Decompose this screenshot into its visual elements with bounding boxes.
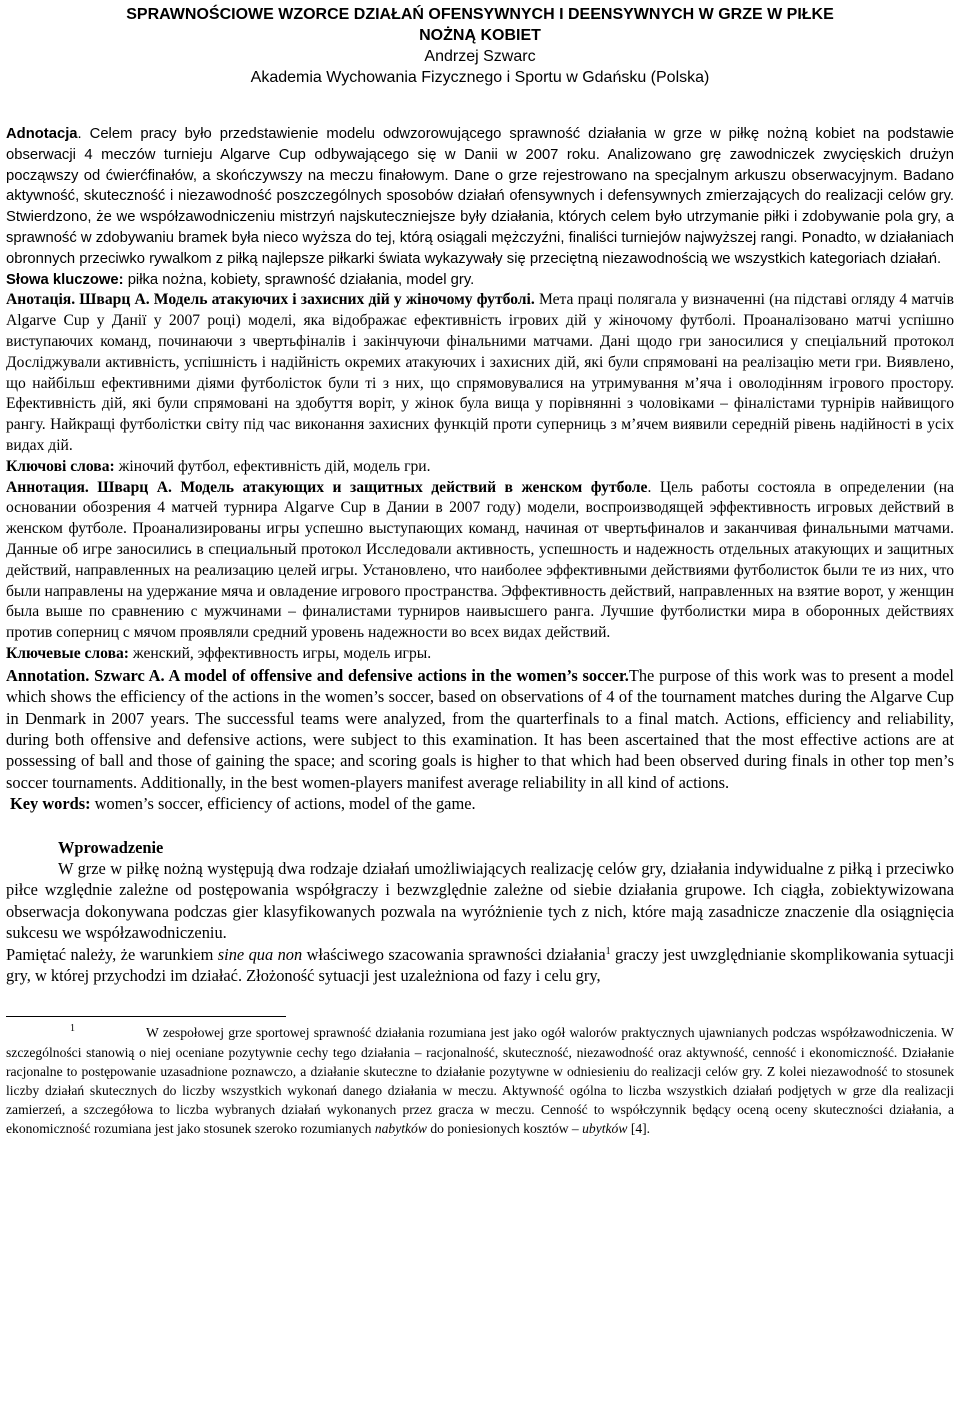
abstract-english-label: Annotation. Szwarc A. A model of offensive and defensive actions in the women’s soccer.: [6, 665, 629, 685]
abstract-russian-text: . Цель работы состояла в определении (на основании обозрения 4 матчей турнира Algarve Cup в Дании в 2007 году) модели, воспроизводящей эффективность игровых действий в женском футболе. Проанализированы игры успешно выступающих команд, начиная от чвертьфиналов и заканчивая финальными матчами. Данные об игре заносились в специальный протокол Исследовали активность, успешность и надежность отдельных атакующих и защитных действий, направленных на реализацию целей игры. Установлено, что наиболее эффективными действиями футболисток были те из них, что были направлены на удержание мяча и овладение игрового пространства. Эффективность действий, направленных на взятие ворот, у женщин была выше по сравнению с мужчинами – финалистами турниров наивысшего ранга. Лучшие футболистки мира в оборонных действиях против соперниц с мячом проявляли средний уровень надежности во всех видах действий.: [6, 478, 954, 642]
keywords-polish-label: Słowa kluczowe:: [6, 271, 124, 288]
intro-p2-part-a: Pamiętać należy, że warunkiem: [6, 944, 218, 964]
keywords-polish: [6, 270, 954, 291]
footnote-italic-2: ubytków: [582, 1121, 628, 1137]
footnote-text-c: [4].: [627, 1121, 651, 1137]
abstract-polish: [6, 124, 954, 270]
keywords-russian-label: Ключевые слова:: [6, 644, 129, 662]
abstract-russian-label: Аннотация. Шварц А. Модель атакующих и защитных действий в женском футболе: [6, 478, 648, 496]
section-spacer: [6, 815, 954, 837]
footnote-mark: 1: [70, 1023, 75, 1035]
author-name: Andrzej Szwarc: [424, 48, 536, 65]
footnote-1: [6, 1019, 954, 1138]
intro-paragraph-2: [6, 944, 954, 987]
keywords-russian-text: женский, эффективность игры, модель игры.: [129, 644, 432, 662]
keywords-russian: [6, 644, 954, 665]
footnote-separator: [6, 1016, 286, 1017]
paper-title-line-1: SPRAWNOŚCIOWE WZORCE DZIAŁAŃ OFENSYWNYCH I DEENSYWNYCH W GRZE W PIŁKE: [126, 6, 834, 23]
footnote-text-a: W zespołowej grze sportowej sprawność działania rozumiana jest jako ogół walorów praktycznych ujawnianych podczas współzawodniczenia. W szczególności stanowią o niej oceniane pozytywnie cechy tego działania – racjonalność, skuteczność, niezawodność oraz aktywność, cenność i ekonomiczność. Działanie racjonalne to postępowanie uzasadnione poznawczo, a działanie skuteczne to działanie pozytywne w odniesieniu do realizacji celów gry. Z kolei niezawodność to stosunek liczby działań skutecznych do liczby wszystkich wykonań danego działania w meczu. Aktywność ogólna to liczba wszystkich działań podjętych w grze dla realizacji zamierzeń, a szczegółowa to liczba wybranych działań wykonanych przez gracza w meczu. Cenność to współczynnik będący oceną oceny skuteczności działania, a ekonomiczność rozumiana jest jako stosunek szeroko rozumianych: [6, 1025, 954, 1137]
keywords-english-label: Key words:: [10, 794, 91, 814]
abstract-polish-label: Adnotacja: [6, 126, 78, 142]
abstract-russian: [6, 478, 954, 644]
abstract-ukrainian-label: Анотація. Шварц А. Модель атакуючих і захисних дій у жіночому футболі.: [6, 291, 535, 309]
abstract-polish-text: . Celem pracy było przedstawienie modelu odwzorowującego sprawność działania w grze w piłkę nożną kobiet na podstawie obserwacji 4 meczów turnieju Algarve Cup odbywającego się w Danii w 2007 roku. Analizowano grę zawodniczek zwycięskich drużyn począwszy od ćwierćfinałów, a skończywszy na meczu finałowym. Dane o grze rejestrowano na specjalnym arkuszu obserwacyjnym. Badano aktywność, skuteczność i niezawodność poszczególnych sposobów działań ofensywnych i defensywnych zmierzających do realizacji celów gry. Stwierdzono, że we współzawodniczeniu mistrzyń najskuteczniejsze były działania, których celem było utrzymanie piłki i zdobywanie pola gry, a sprawność w zdobywaniu bramek była nieco wyższa do tej, którą osiągali mężczyźni, finaliści turniejów najwyższej rangi. Ponadto, w działaniach obronnych przeciwko rywalkom z piłką najlepsze piłkarki świata wykazywały się przeciętną niezawodnością we wszystkich kategoriach działań.: [6, 126, 954, 267]
intro-p2-part-b: właściwego szacowania sprawności działania: [302, 944, 606, 964]
footnote-italic-1: nabytków: [374, 1121, 427, 1137]
abstract-ukrainian: [6, 290, 954, 456]
intro-p2-italic: sine qua non: [217, 944, 303, 964]
keywords-english: [10, 793, 954, 814]
intro-p2-part-c: graczy jest uwzględnianie skomplikowania sytuacji gry, w której przychodzi im działać. Złożoność sytuacji jest uzależniona od fazy i celu gry,: [6, 944, 954, 985]
intro-paragraph-1: W grze w piłkę nożną występują dwa rodzaje działań umożliwiających realizację celów gry, działania indywidualne z piłką i przeciwko piłce względnie zależne od postępowania współgraczy i bezwzględnie zależne od siebie działania grupowe. Ich ciągła, zobiektywizowana obserwacja dokonywana podczas gier klasyfikowanych pozwala na wyróżnienie tych z nich, które mają zasadnicze znaczenie dla osiągnięcia sukcesu we współzawodniczeniu.: [6, 858, 954, 943]
keywords-ukrainian-text: жіночий футбол, ефективність дій, модель гри.: [114, 457, 431, 475]
paper-title-line-2: NOŻNĄ KOBIET: [419, 27, 541, 44]
abstract-english-text: The purpose of this work was to present a model which shows the efficiency of the actions in the women’s soccer, based on observations of 4 of the tournament matches during the Algarve Cup in Denmark in 2007 years. The successful teams were analyzed, from the quarterfinals to a final match. Actions, efficiency and reliability, during both offensive and defensive actions, were subject to this examination. It has been ascertained that the most effective actions are at possessing of ball and those of gaining the space; and scoring goals is higher to that which had been observed during finals in other top men’s soccer tournaments. Additionally, in the best women-players manifest average reliability in all kind of actions.: [6, 665, 954, 792]
keywords-polish-text: piłka nożna, kobiety, sprawność działania, model gry.: [123, 271, 475, 288]
keywords-ukrainian: [6, 457, 954, 478]
keywords-english-text: women’s soccer, efficiency of actions, model of the game.: [90, 794, 476, 814]
abstract-english: [6, 665, 954, 793]
abstract-ukrainian-text: Мета праці полягала у визначенні (на підставі огляду 4 матчів Algarve Cup у Данії у 2007 році) моделі, яка відображає ефективність ігрових дій у жіночому футболі. Проаналізовано матчі успішно виступаючих команд, починаючи з чвертьфіналів і закінчуючи фінальними матчами. Дані щодо гри заносилися у спеціальний протокол Досліджували активність, успішність і надійність окремих атакуючих і захисних дій, які були спрямовані на реалізацію мети гри. Виявлено, що найбільш ефективними діями футболісток були ті з них, що спрямовувалися на утримування м’яча і оволодінням ігрового простору. Ефективність дій, які були спрямовані на здобуття воріт, у жінок була вища у порівнянні з чоловіками – фіналістами турнірів найвищого рангу. Найкращі футболістки світу під час виконання захисних функцій проти суперниць з м’ячем виявили середній рівень надійності в усіх видах дій.: [6, 291, 954, 454]
keywords-ukrainian-label: Ключові слова:: [6, 457, 115, 475]
section-heading-introduction: Wprowadzenie: [58, 837, 164, 857]
header-spacer: [6, 88, 954, 124]
footnote-text-b: do poniesionych kosztów –: [426, 1121, 583, 1137]
author-affiliation: Akademia Wychowania Fizycznego i Sportu w Gdańsku (Polska): [250, 69, 710, 86]
footnote-reference-1[interactable]: 1: [605, 945, 611, 957]
